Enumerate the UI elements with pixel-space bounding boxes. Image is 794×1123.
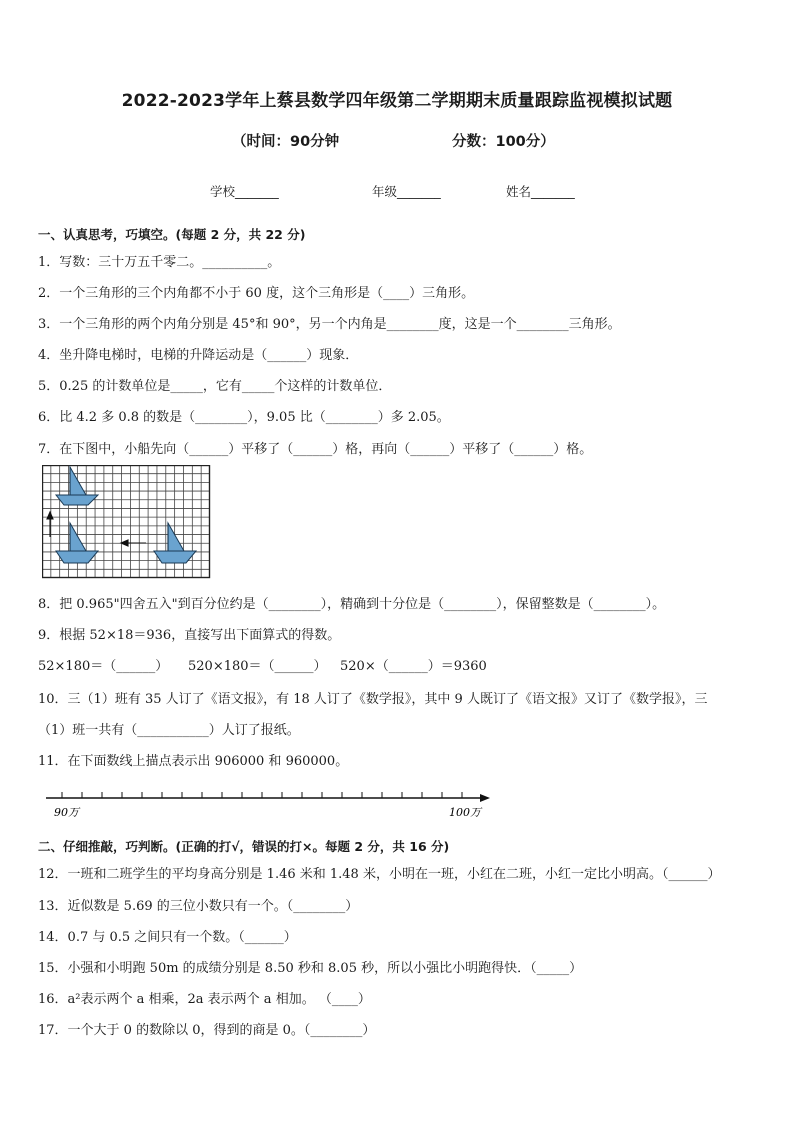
question-11: 11．在下面数线上描点表示出 906000 和 960000。 bbox=[38, 754, 349, 769]
school-field: 学校_______ bbox=[210, 184, 279, 199]
question-6: 6．比 4.2 多 0.8 的数是（________），9.05 比（________）多 2.05。 bbox=[38, 410, 450, 425]
question-5: 5．0.25 的计数单位是_____，它有_____个这样的计数单位． bbox=[38, 379, 392, 394]
question-2: 2．一个三角形的三个内角都不小于 60 度，这个三角形是（____）三角形。 bbox=[38, 286, 475, 301]
grade-field: 年级_______ bbox=[372, 184, 441, 199]
boat-translation-grid bbox=[42, 465, 212, 579]
question-7: 7．在下图中，小船先向（______）平移了（______）格，再向（______）平移了（______）格。 bbox=[38, 442, 593, 457]
exam-time: （时间：90分钟 bbox=[232, 134, 340, 150]
page-title: 2022-2023学年上蔡县数学四年级第二学期期末质量跟踪监视模拟试题 bbox=[121, 91, 673, 111]
number-line-right-label: 100万 bbox=[449, 806, 481, 819]
question-16: 16．a²表示两个 a 相乘，2a 表示两个 a 相加。 （____） bbox=[38, 992, 371, 1007]
question-1: 1．写数：三十万五千零二。__________。 bbox=[38, 255, 281, 270]
section-1-heading: 一、认真思考，巧填空。(每题 2 分，共 22 分) bbox=[38, 227, 306, 242]
exam-score: 分数：100分） bbox=[452, 134, 555, 150]
number-line bbox=[44, 780, 494, 820]
question-8: 8．把 0.965"四舍五入"到百分位约是（________），精确到十分位是（________），保留整数是（________）。 bbox=[38, 597, 666, 612]
question-12: 12．一班和二班学生的平均身高分别是 1.46 米和 1.48 米，小明在一班，小红在二班，小红一定比小明高。（______） bbox=[38, 867, 721, 882]
question-9: 9．根据 52×18＝936，直接写出下面算式的得数。 bbox=[38, 628, 341, 643]
question-4: 4．坐升降电梯时，电梯的升降运动是（______）现象． bbox=[38, 348, 359, 363]
arrow-up-icon bbox=[47, 512, 53, 537]
question-17: 17．一个大于 0 的数除以 0，得到的商是 0。（________） bbox=[38, 1023, 376, 1038]
question-10-cont: （1）班一共有（___________）人订了报纸。 bbox=[38, 723, 300, 738]
question-9b: 520×180＝（______） bbox=[188, 659, 327, 674]
question-13: 13．近似数是 5.69 的三位小数只有一个。（________） bbox=[38, 899, 359, 914]
question-10: 10．三（1）班有 35 人订了《语文报》，有 18 人订了《数学报》，其中 9 人既订了《语文报》又订了《数学报》，三 bbox=[38, 692, 708, 707]
number-line-left-label: 90万 bbox=[54, 806, 79, 819]
name-field: 姓名_______ bbox=[506, 184, 575, 199]
question-14: 14．0.7 与 0.5 之间只有一个数。（______） bbox=[38, 930, 297, 945]
number-line-ticks bbox=[62, 792, 462, 798]
question-15: 15．小强和小明跑 50m 的成绩分别是 8.50 秒和 8.05 秒，所以小强比小明跑得快．（_____） bbox=[38, 961, 583, 976]
question-9a: 52×180＝（______） bbox=[38, 659, 169, 674]
arrow-left-icon bbox=[121, 540, 146, 546]
question-9c: 520×（______）＝9360 bbox=[340, 659, 487, 674]
question-3: 3．一个三角形的两个内角分别是 45°和 90°，另一个内角是________度，这是一个________三角形。 bbox=[38, 317, 621, 332]
section-2-heading: 二、仔细推敲，巧判断。(正确的打√，错误的打×。每题 2 分，共 16 分) bbox=[38, 839, 450, 854]
